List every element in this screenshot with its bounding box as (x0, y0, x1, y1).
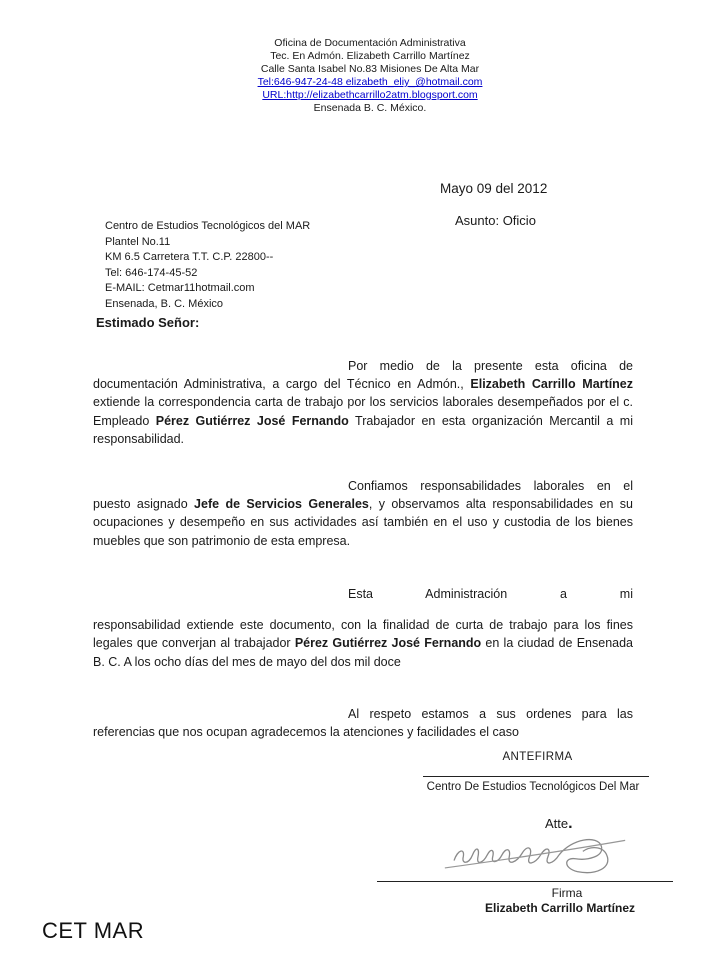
letterhead (10, 37, 720, 115)
signature-scribble-icon (437, 833, 633, 879)
recipient-phone: Tel: 646-174-45-52 (105, 266, 198, 279)
text-segment: en la ciudad de Ensenada B. C. A los ocho días del mes de mayo del dos mil doce (93, 636, 633, 669)
recipient-email: E-MAIL: Cetmar11hotmail.com (105, 282, 255, 295)
antefirma-label: ANTEFIRMA (502, 751, 573, 763)
signature-line (377, 881, 673, 882)
letterhead-office: Oficina de Documentación Administrativa (274, 37, 466, 49)
signer-name-bold: Elizabeth Carrillo Martínez (470, 376, 634, 391)
letter-date: Mayo 09 del 2012 (440, 181, 548, 196)
text-segment: Por medio de la presente esta oficina de documentación Administrativa, a cargo del Técnico en Admón., (93, 358, 633, 391)
body-paragraph-2 (93, 477, 633, 551)
atte-label: Atte. (545, 815, 573, 832)
employee-name-bold: Pérez Gutiérrez José Fernando (294, 636, 482, 651)
salutation: Estimado Señor: (96, 315, 200, 330)
recipient-address: KM 6.5 Carretera T.T. C.P. 22800-- (105, 251, 274, 264)
letterhead-address: Calle Santa Isabel No.83 Misiones De Alta Mar (260, 63, 480, 75)
body-paragraph-3-first-line: Esta Administración a mi (348, 587, 633, 601)
body-paragraph-3 (93, 616, 633, 671)
recipient-institution: Centro de Estudios Tecnológicos del MAR (105, 220, 311, 232)
cetmar-logo: CET MAR (42, 918, 145, 943)
firma-label: Firma (551, 886, 583, 900)
recipient-city: Ensenada, B. C. México (105, 297, 224, 310)
body-paragraph-1 (93, 357, 633, 449)
text-segment: extiende la correspondencia carta de trabajo por los servicios laborales desempeñados por el c. Empleado (93, 395, 633, 428)
antefirma-institution: Centro De Estudios Tecnológicos Del Mar (426, 781, 640, 793)
text-segment: , y observamos alta responsabilidades en su ocupaciones y desempeño en sus actividades así también en el uso y custodia de los bienes muebles que son patrimonio de esta empresa. (93, 496, 633, 548)
text-segment: Trabajador en esta organización Mercantil a mi responsabilidad. (93, 413, 633, 447)
recipient-block (105, 219, 310, 313)
signer-name: Elizabeth Carrillo Martínez (484, 901, 636, 915)
recipient-plantel: Plantel No.11 (105, 235, 171, 248)
letterhead-city: Ensenada B. C. México. (313, 102, 427, 114)
employee-name-bold: Pérez Gutiérrez José Fernando (155, 413, 349, 428)
atte-period: . (568, 815, 573, 832)
letter-subject: Asunto: Oficio (455, 213, 536, 228)
phone-email-link[interactable]: Tel:646-947-24-48 elizabeth_eliy_@hotmail.com (257, 76, 483, 88)
letterhead-titular: Tec. En Admón. Elizabeth Carrillo Martínez (270, 50, 470, 62)
text-segment: Confiamos responsabilidades laborales en el puesto asignado (93, 478, 633, 511)
job-title-bold: Jefe de Servicios Generales (194, 496, 369, 511)
body-paragraph-4: Al respeto estamos a sus ordenes para las referencias que nos ocupan agradecemos la atenciones y facilidades el caso (93, 706, 633, 739)
text-segment: responsabilidad extiende este documento, con la finalidad de curta de trabajo para los fines legales que converjan al trabajador (93, 618, 633, 651)
url-link[interactable]: URL:http://elizabethcarrillo2atm.blogsport.com (262, 89, 478, 101)
antefirma-line (423, 776, 649, 777)
